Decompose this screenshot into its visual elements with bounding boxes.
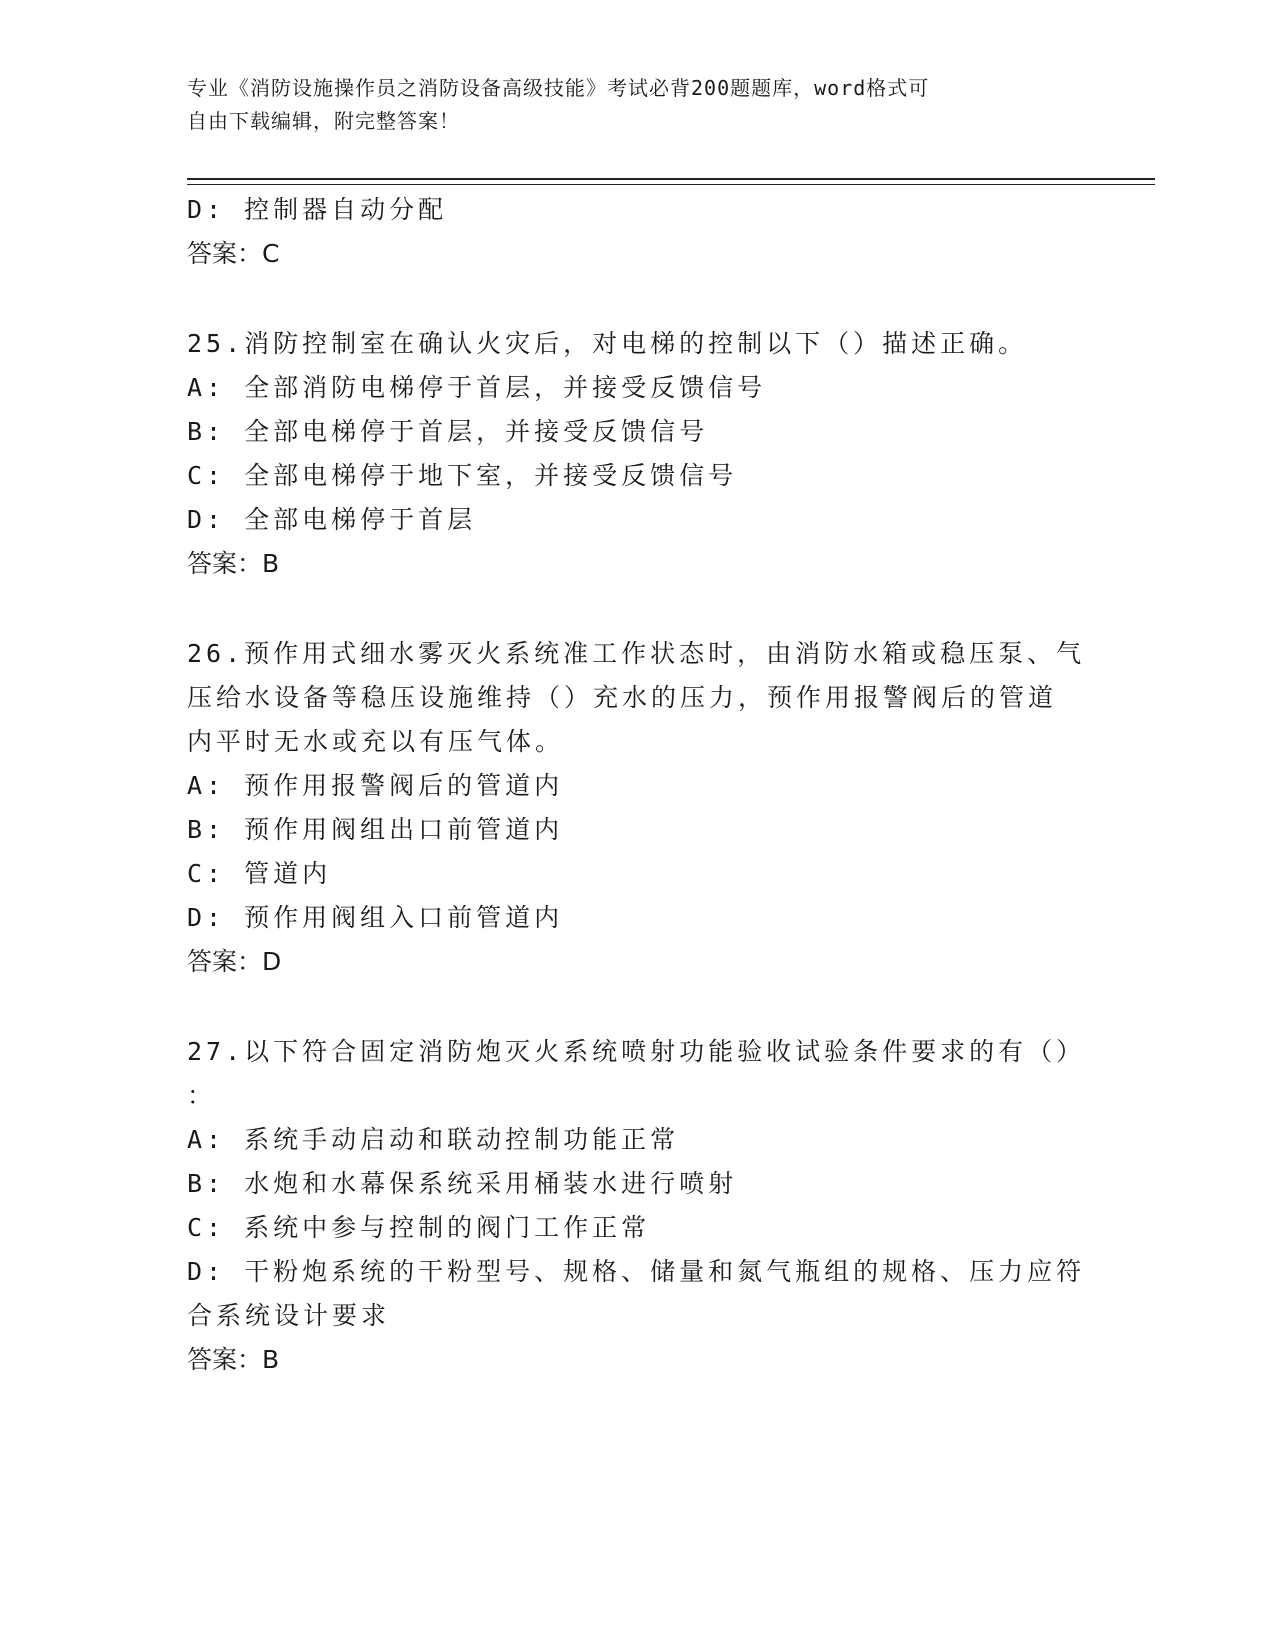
q26-option-d: D: 预作用阀组入口前管道内 — [187, 903, 564, 932]
q24-option-d: D: 控制器自动分配 — [187, 195, 448, 224]
q24-answer: 答案：C — [187, 239, 280, 268]
q25-option-d: D: 全部电梯停于首层 — [187, 505, 477, 534]
header-divider-thick — [187, 178, 1155, 180]
q25-question: 25.消防控制室在确认火灾后，对电梯的控制以下（）描述正确。 — [187, 329, 1028, 358]
q26-question-line-1: 26.预作用式细水雾灭火系统准工作状态时，由消防水箱或稳压泵、气 — [187, 639, 1086, 668]
q26-question-line-3: 内平时无水或充以有压气体。 — [187, 727, 565, 756]
q27-answer: 答案：B — [187, 1345, 280, 1374]
q27-question-line-1: 27.以下符合固定消防炮灭火系统喷射功能验收试验条件要求的有（） — [187, 1037, 1086, 1066]
q27-option-d-line-1: D: 干粉炮系统的干粉型号、规格、储量和氮气瓶组的规格、压力应符 — [187, 1257, 1086, 1286]
q25-option-c: C: 全部电梯停于地下室，并接受反馈信号 — [187, 461, 738, 490]
q27-option-a: A: 系统手动启动和联动控制功能正常 — [187, 1125, 680, 1154]
header-divider-thin — [187, 184, 1155, 185]
q27-question-line-2: ： — [187, 1081, 217, 1110]
document-header — [187, 72, 1067, 138]
q27-option-d-line-2: 合系统设计要求 — [187, 1301, 391, 1330]
q27-option-c: C: 系统中参与控制的阀门工作正常 — [187, 1213, 651, 1242]
q26-question-line-2: 压给水设备等稳压设施维持（）充水的压力，预作用报警阀后的管道 — [187, 683, 1058, 712]
header-line-1: 专业《消防设施操作员之消防设备高级技能》考试必背200题题库，word格式可 — [187, 76, 930, 100]
q26-answer: 答案：D — [187, 947, 282, 976]
q25-option-b: B: 全部电梯停于首层，并接受反馈信号 — [187, 417, 709, 446]
q26-option-a: A: 预作用报警阀后的管道内 — [187, 771, 564, 800]
q25-answer: 答案：B — [187, 549, 280, 578]
q27-option-b: B: 水炮和水幕保系统采用桶装水进行喷射 — [187, 1169, 738, 1198]
q26-option-c: C: 管道内 — [187, 859, 332, 888]
header-line-2: 自由下载编辑，附完整答案！ — [187, 109, 460, 133]
q25-option-a: A: 全部消防电梯停于首层，并接受反馈信号 — [187, 373, 767, 402]
q26-option-b: B: 预作用阀组出口前管道内 — [187, 815, 564, 844]
